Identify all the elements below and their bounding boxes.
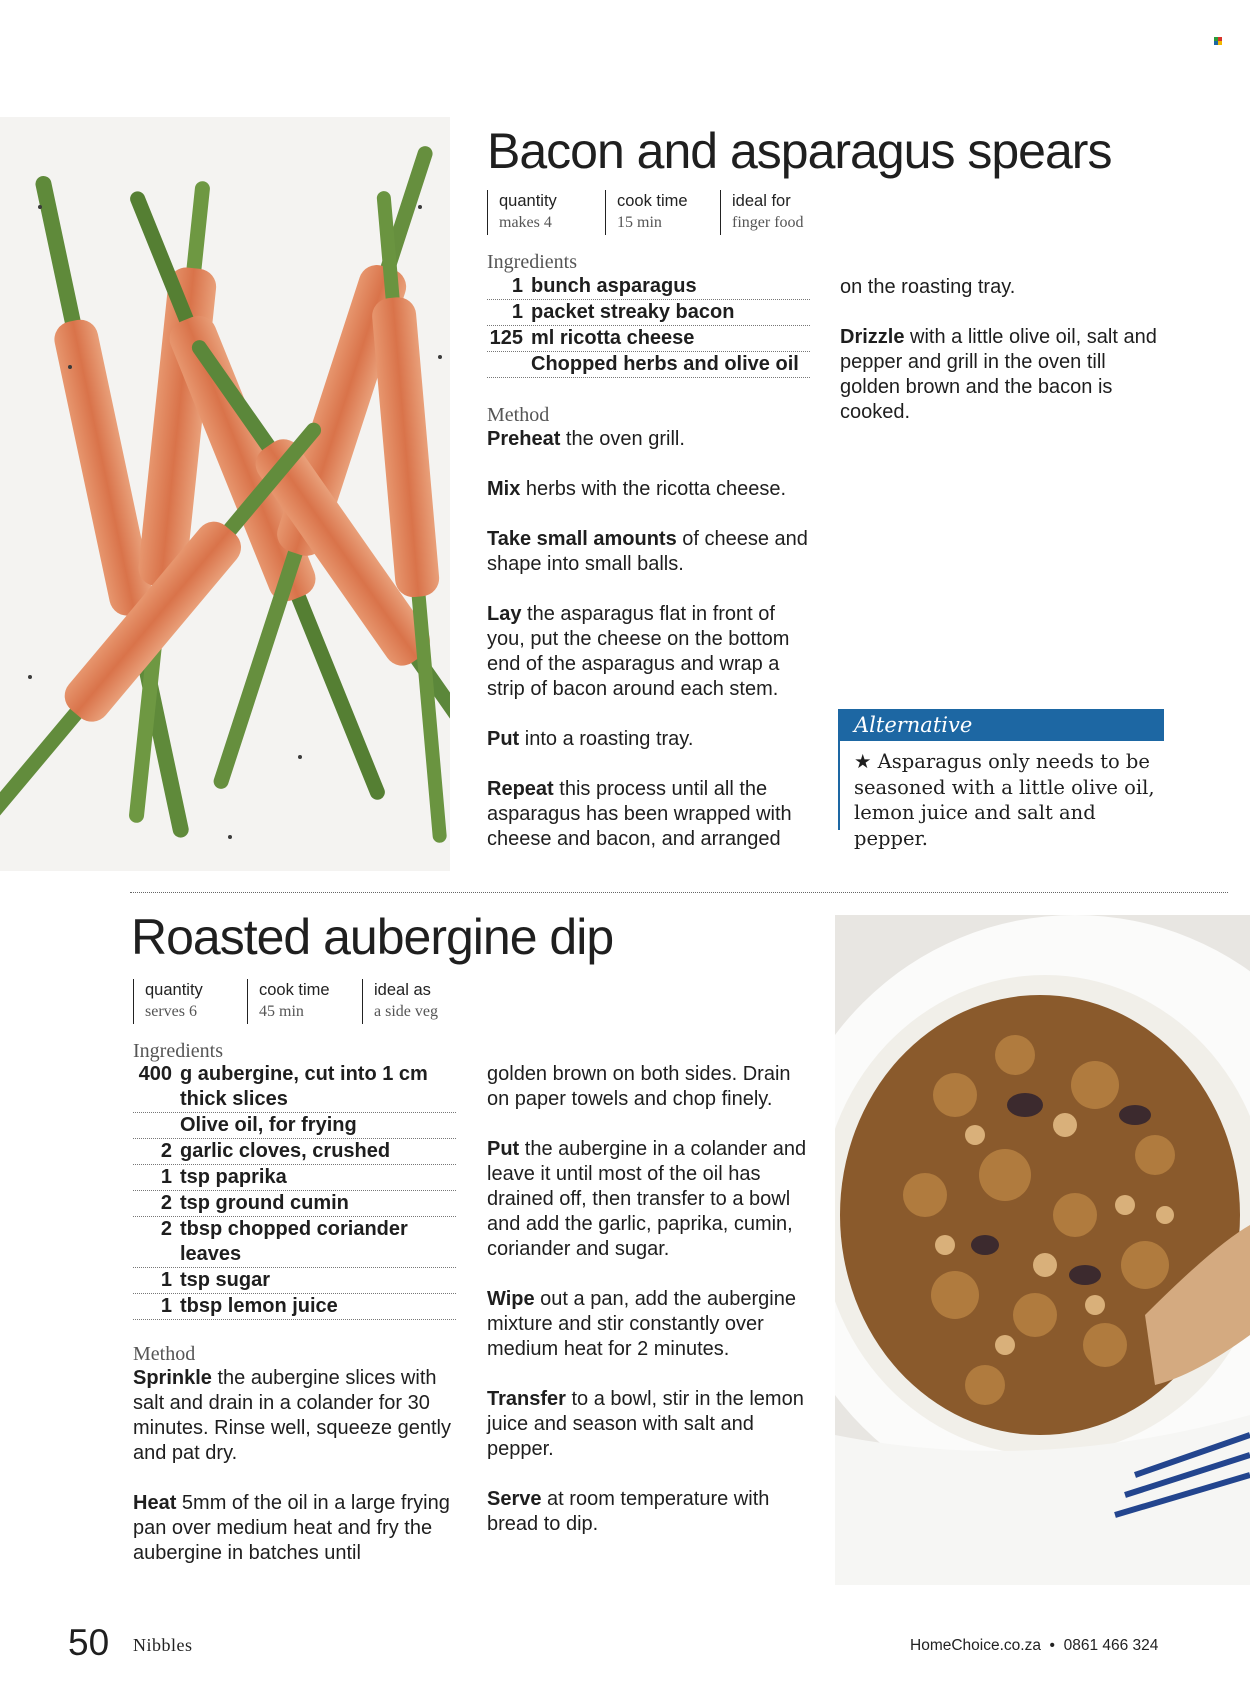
method-verb: Lay [487,603,522,625]
recipe1-method-heading: Method [487,404,550,426]
ingredient-row [133,1294,456,1320]
method-text: golden brown on both sides. Drain on paper towels and chop finely. [487,1063,791,1110]
ingredient-qty: 400 [138,1063,172,1085]
meta-cook-time [605,190,720,235]
method-text: the aubergine slices with salt and drain in a colander for 30 minutes. Rinse well, squeeze gently and pat dry. [133,1367,451,1464]
meta-value: a side veg [374,1003,438,1020]
method-step [487,602,817,702]
meta-label: ideal as [374,981,431,999]
method-verb: Put [487,1138,520,1160]
recipe2-title: Roasted aubergine dip [131,909,614,965]
method-text: the oven grill. [560,428,685,450]
method-step [487,727,817,752]
method-step [133,1491,463,1566]
recipe2-method-col1 [133,1366,463,1591]
ingredient-qty: 125 [489,327,523,349]
ingredient-item: garlic cloves, crushed [180,1140,391,1162]
ingredient-row [133,1139,456,1165]
method-text: this process until all the asparagus has been wrapped with cheese and bacon, and arranged [487,778,792,850]
ingredient-row [487,300,810,326]
ingredient-qty [487,352,531,377]
method-step [487,1062,817,1112]
ingredient-item: bunch asparagus [531,275,697,297]
method-step [487,777,817,852]
ingredient-qty: 2 [160,1192,172,1214]
ingredient-qty: 2 [160,1218,172,1240]
ingredient-qty: 1 [511,275,523,297]
meta-value: 45 min [259,1003,304,1020]
aubergine-dip-photo [835,915,1250,1585]
recipe2-method-heading: Method [133,1343,196,1365]
recipe2-ingredients-list [133,1062,456,1320]
ingredient-row [487,352,810,378]
ingredient-row [133,1217,456,1268]
meta-value: serves 6 [145,1003,197,1020]
method-verb: Sprinkle [133,1367,212,1389]
method-verb: Heat [133,1492,177,1514]
meta-quantity [487,190,605,235]
alternative-box [838,709,1164,850]
ingredient-row [133,1165,456,1191]
method-step [133,1366,463,1466]
ingredient-qty: 1 [511,301,523,323]
method-text: at room temperature with bread to dip. [487,1488,770,1535]
ingredient-item: Chopped herbs and olive oil [531,353,799,375]
method-verb: Transfer [487,1388,566,1410]
ingredient-item: Olive oil, for frying [180,1114,357,1136]
recipe2-meta [133,979,494,1024]
alternative-text: ★ Asparagus only needs to be seasoned with a little olive oil, lemon juice and salt and pepper. [838,741,1164,830]
ingredient-row [487,274,810,300]
ingredient-item: tsp sugar [180,1269,271,1291]
meta-value: makes 4 [499,214,552,231]
method-text: with a little olive oil, salt and pepper and grill in the oven till golden brown and the bacon is cooked. [840,326,1157,423]
ingredient-qty: 2 [160,1140,172,1162]
method-verb: Drizzle [840,326,905,348]
recipe2-method-col2 [487,1062,817,1562]
meta-label: cook time [617,192,688,210]
ingredient-item: g aubergine, cut into 1 cm thick slices [180,1063,428,1110]
corner-mark-icon [1214,32,1222,40]
method-verb: Mix [487,478,521,500]
alternative-heading: Alternative [838,709,1164,741]
meta-label: ideal for [732,192,791,210]
meta-label: cook time [259,981,330,999]
recipe1-ingredients-heading: Ingredients [487,251,577,273]
recipe1-title: Bacon and asparagus spears [487,123,1112,179]
meta-label: quantity [145,981,203,999]
method-text: out a pan, add the aubergine mixture and stir constantly over medium heat for 2 minutes. [487,1288,796,1360]
method-step [487,1387,817,1462]
method-step [487,527,817,577]
ingredient-qty: 1 [160,1295,172,1317]
ingredient-item: packet streaky bacon [531,301,735,323]
method-step [487,1287,817,1362]
method-text: into a roasting tray. [519,728,694,750]
method-text: to a bowl, stir in the lemon juice and season with salt and pepper. [487,1388,804,1460]
recipe1-ingredients-list [487,274,810,378]
ingredient-item: ml ricotta cheese [531,327,695,349]
meta-value: 15 min [617,214,662,231]
method-verb: Wipe [487,1288,535,1310]
method-step [487,1487,817,1537]
meta-cook-time [247,979,362,1024]
ingredient-qty: 1 [160,1269,172,1291]
ingredient-qty [133,1113,180,1138]
method-step [840,275,1170,300]
meta-ideal-as [362,979,494,1024]
method-text: of cheese and shape into small balls. [487,528,808,575]
method-step [487,477,817,502]
footer-contact: HomeChoice.co.za • 0861 466 324 [910,1637,1159,1654]
method-text: herbs with the ricotta cheese. [520,478,787,500]
page-number: 50 [68,1622,110,1663]
asparagus-photo [0,117,450,871]
meta-quantity [133,979,247,1024]
section-divider [130,892,1228,893]
ingredient-row [133,1268,456,1294]
recipe1-method-col2 [840,275,1170,450]
meta-ideal-for [720,190,852,235]
ingredient-item: tsp paprika [180,1166,287,1188]
meta-value: finger food [732,214,804,231]
method-verb: Take small amounts [487,528,677,550]
method-step [487,1137,817,1262]
section-name: Nibbles [133,1635,193,1655]
ingredient-row [133,1062,456,1113]
method-verb: Put [487,728,520,750]
method-text: the aubergine in a colander and leave it until most of the oil has drained off, then transfer to a bowl and add the garlic, paprika, cumin, coriander and sugar. [487,1138,807,1260]
recipe1-meta [487,190,852,235]
recipe2-ingredients-heading: Ingredients [133,1040,223,1062]
method-verb: Preheat [487,428,561,450]
ingredient-row [487,326,810,352]
ingredient-item: tsp ground cumin [180,1192,349,1214]
ingredient-row [133,1113,456,1139]
ingredient-qty: 1 [160,1166,172,1188]
method-text: on the roasting tray. [840,276,1016,298]
method-verb: Serve [487,1488,542,1510]
recipe1-method-col1 [487,427,817,877]
method-step [487,427,817,452]
method-text: the asparagus flat in front of you, put the cheese on the bottom end of the asparagus and wrap a strip of bacon around each stem. [487,603,790,700]
meta-label: quantity [499,192,557,210]
method-text: 5mm of the oil in a large frying pan over medium heat and fry the aubergine in batches until [133,1492,450,1564]
ingredient-row [133,1191,456,1217]
method-verb: Repeat [487,778,554,800]
ingredient-item: tbsp chopped coriander leaves [180,1218,408,1265]
ingredient-item: tbsp lemon juice [180,1295,338,1317]
method-step [840,325,1170,425]
